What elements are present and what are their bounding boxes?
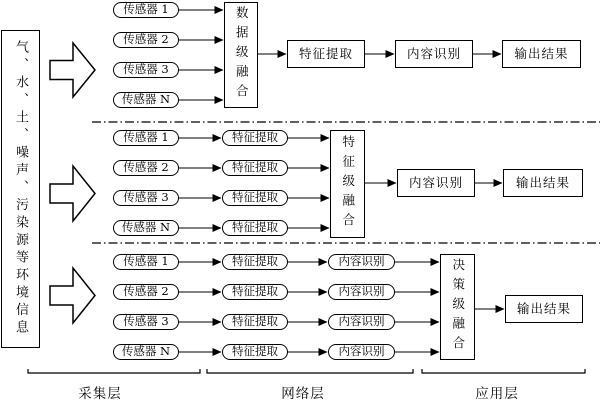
s3-output-result-box: 输出结果 (505, 295, 583, 323)
s3-sensor-n: 传感器 N (113, 344, 179, 360)
layer-label-network: 网络层 (281, 386, 325, 400)
s2-feature-extraction-1: 特征提取 (222, 130, 288, 146)
source-info-text: 气、水、土、噪声、污染源等环境信息 (13, 40, 28, 338)
s3-content-recognition-1: 内容识别 (328, 254, 395, 270)
s2-sensor-n: 传感器 N (113, 220, 179, 236)
s3-sensor-1: 传感器 1 (113, 254, 179, 270)
s3-feature-extraction-3: 特征提取 (222, 314, 288, 330)
s2-output-result-box: 输出结果 (503, 169, 583, 197)
s2-feature-extraction-3: 特征提取 (222, 190, 288, 206)
layer-label-application: 应用层 (475, 386, 519, 400)
block-arrow-icon (50, 268, 95, 323)
layer-label-collection: 采集层 (78, 386, 122, 400)
s3-feature-extraction-n: 特征提取 (222, 344, 288, 360)
s3-decision-fusion-box: 决策级融合 (440, 254, 475, 360)
s1-sensor-1: 传感器 1 (113, 2, 179, 18)
layer-brackets (28, 369, 585, 373)
s1-sensor-3: 传感器 3 (113, 62, 179, 78)
s3-content-recognition-3: 内容识别 (328, 314, 395, 330)
s1-content-recognition-box: 内容识别 (395, 40, 473, 68)
source-info-box (1, 30, 40, 348)
block-arrow-icon (50, 43, 95, 97)
s3-feature-extraction-2: 特征提取 (222, 284, 288, 300)
s3-sensor-2: 传感器 2 (113, 284, 179, 300)
s2-sensor-2: 传感器 2 (113, 160, 179, 176)
s2-feature-fusion-box: 特征级融合 (330, 130, 365, 238)
block-arrow-icons (50, 43, 95, 323)
s3-content-recognition-n: 内容识别 (328, 344, 395, 360)
s2-sensor-1: 传感器 1 (113, 130, 179, 146)
s3-feature-extraction-1: 特征提取 (222, 254, 288, 270)
s2-feature-extraction-2: 特征提取 (222, 160, 288, 176)
s3-content-recognition-2: 内容识别 (328, 284, 395, 300)
s1-feature-extraction-box: 特征提取 (287, 40, 365, 68)
s1-sensor-n: 传感器 N (113, 92, 179, 108)
s2-feature-extraction-n: 特征提取 (222, 220, 288, 236)
s2-content-recognition-box: 内容识别 (397, 169, 475, 197)
s3-sensor-3: 传感器 3 (113, 314, 179, 330)
block-arrow-icon (50, 166, 95, 221)
s1-data-fusion-box: 数据级融合 (224, 2, 258, 108)
s1-sensor-2: 传感器 2 (113, 32, 179, 48)
s2-sensor-3: 传感器 3 (113, 190, 179, 206)
s1-output-result-box: 输出结果 (502, 40, 581, 68)
